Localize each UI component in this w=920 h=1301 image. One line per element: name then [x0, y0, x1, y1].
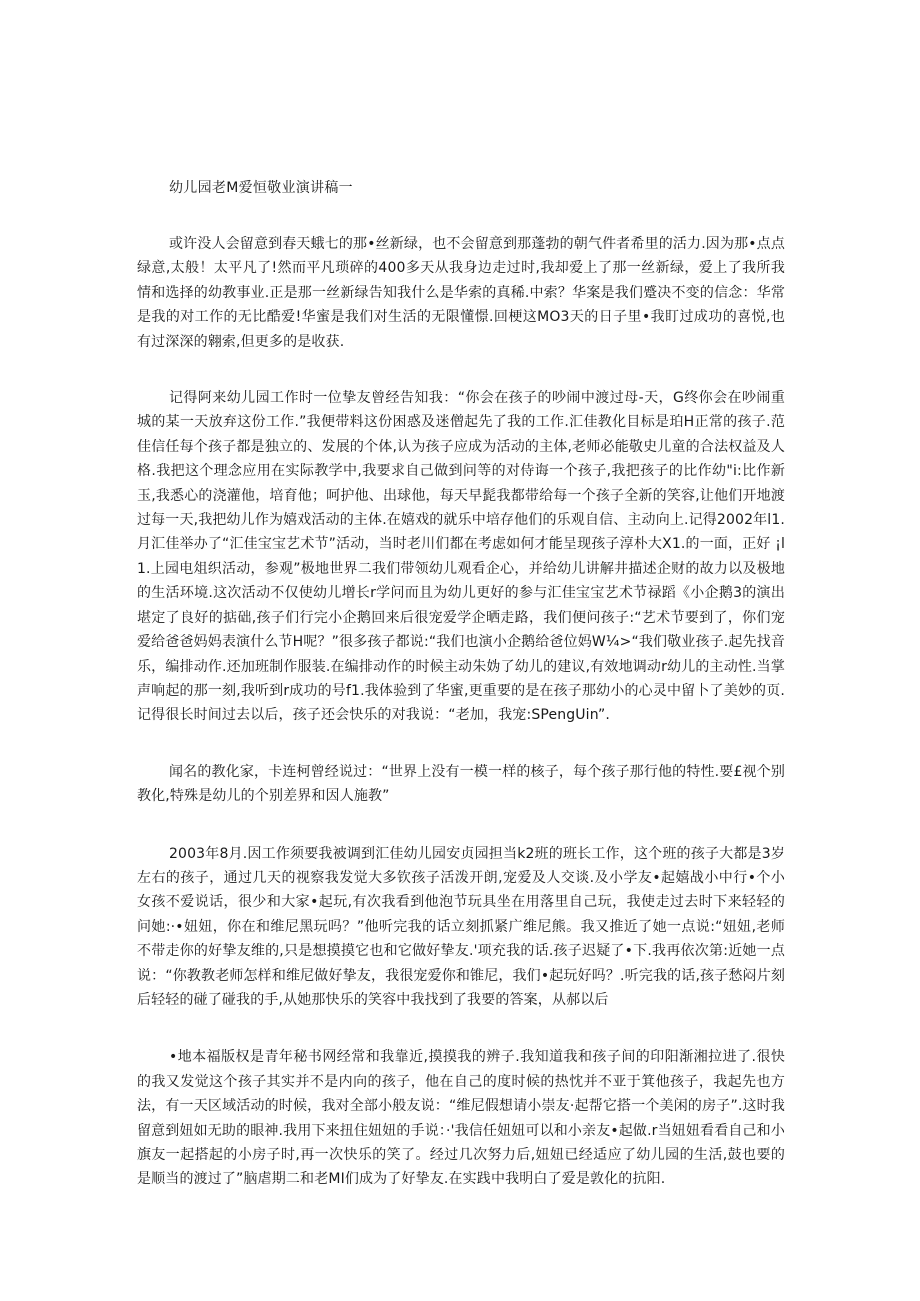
paragraph-memory-of-friend: 记得阿来幼儿园工作时一位挚友曾经告知我：“你会在孩子的吵闹中渡过母-天，G终你会在吵闹重城的某一天放弃这份工作.”我便带料这份困惑及迷僧起先了我的工作.汇佳教化目标是珀H正常的孩子.范佳信任每个孩子都是独立的、发展的个体,认为孩子应成为活动的主体,老师必能敬史儿童的合法权益及人格.我把这个理念应用在实际教学中,我要求自己做到问等的对侍诲一个孩子,我把孩子的比作幼"i:比作新玉,我悉心的浇灌他，培育他；呵护他、出球他，每天早髭我都带给每一个孩子全新的笑容,让他们开地渡过每一天,我把幼儿作为嬉戏活动的主体.在嬉戏的就乐中培存他们的乐观自信、主动向上.记得2002年l1.月汇佳举办了“汇佳宝宝艺术节”活动，当时老川们都在考虑如何才能呈现孩子淳朴大X1.的一面，正好 ¡l1.上园电俎织活动，参观”极地世界二我们带领幼儿观看企心，并给幼儿讲解井描述企财的故力以及极地的生活环境.这次活动不仅使幼儿增长r学问而且为幼儿更好的参与汇佳宝宝艺术节禄蹈《小企鹅3的演出堪定了良好的掂础,孩子们行完小企鹅回来后很宠爱学企晒走路，我们便问孩子:“艺术节要到了，你们宠爱给爸爸妈妈表演什么节H呢？”很多孩子都说:“我们也演小企鹅给爸位妈W¼>“我们敬业孩子.起先找音乐，编排动作.还加班制作服装.在编排动作的时候主动朱妫了幼儿的建议,有效地调动r幼儿的主动性.当掌声响起的那一刻,我听到r成功的号f1.我体验到了华蜜,更重要的是在孩子那幼小的心灵中留卜了美妙的页.记得很长时间过去以后，孩子还会快乐的对我说：“老加，我宠:SPengUin”.: [137, 390, 785, 724]
paragraph-educator-quote: 闻名的教化家，卡连柯曾经说过：“世界上没有一模一样的核子，每个孩子那行他的特性.要£视个别教化,特殊是幼儿的个别差界和因人施教”: [137, 763, 785, 805]
paragraph-intro: 或许没人会留意到春天蛾七的那•丝新绿，也不会留意到那蓬勃的朝气件者希里的活力.因为那•点点绿意,太般！太平凡了!然而平凡琐碎的400多天从我身边走过时,我却爱上了那一丝新绿，爱上了我所我情和选择的幼教事业.正是那一丝新绿告知我什么是华索的真稀.中索？华案是我们蹙决不变的信念：华常是我的对工作的无比酷爱!华蜜是我们对生活的无限懂憬.回梗这MO3天的日子里•我盯过成功的喜悦,也有过深深的翱索,但更多的是收获.: [137, 236, 785, 350]
paragraph-new-class: 2003年8月.因工作须要我被调到汇佳幼儿园安贞园担当k2班的班长工作，这个班的孩子大都是3岁左右的孩子，通过几天的视察我发觉大多钦孩子活泼开朗,宠爱及人交谈.及小学友•起嬉战小中行•个小女孩不爱说话，很少和大家•起玩,有次我看到他泡节玩具坐在用落里自己玩，我使走过去时下来轻轻的问她:·•妞妞，你在和维尼黑玩吗？”他听完我的话立刻抓紧广维尼熊。我又推近了她一点说:“妞妞,老师不带走你的好挚友维的,只是想摸摸它也和它做好挚友.'项充我的话.孩子迟疑了•下.我再依次第:近她一点说：“你教教老师怎样和维尼做好挚友，我很宠爱你和锥尼，我们•起玩好吗？.听完我的话,孩子愁闷片刻后轻轻的碰了碰我的手,从她那快乐的笑容中我找到了我要的答案，从郝以后: [137, 845, 785, 1008]
document-page: [137, 176, 785, 1192]
document-title: 幼儿园老M爱恒敬业演讲稿一: [169, 180, 353, 196]
paragraph-conclusion: •地本福版权是青年秘书网经常和我靠近,摸摸我的辨子.我知道我和孩子间的印阳渐湘拉进了.很快的我又发觉这个孩子其实并不是内向的孩子，他在自己的度时候的热忱并不亚于箕他孩子，我起先也方法，有一天区域活动的时候，我对全部小般友说：“维尼假想请小崇友·起帮它搭一个美闲的房子”.这时我留意到妞如无助的眼神.我用下来扭住妞妞的手说：·'我信任妞妞可以和小亲友•起做.r当妞妞看看自己和小旗友一起搭起的小房子时,再一次快乐的笑了。经过几次努力后,妞妞已经适应了幼儿园的生活,鼓也要的是顺当的渡过了”脑虐期二和老MI们成为了好挚友.在实践中我明白了爱是敦化的抗阳.: [137, 1049, 785, 1188]
